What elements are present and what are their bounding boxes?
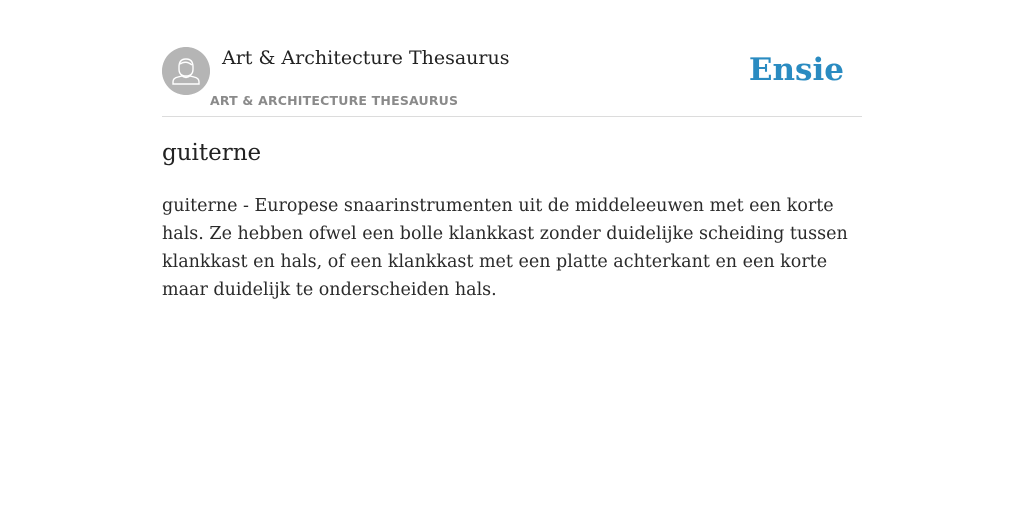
entry-header: [162, 46, 862, 117]
source-label[interactable]: ART & ARCHITECTURE THESAURUS: [210, 93, 459, 108]
entry-definition: guiterne - Europese snaarinstrumenten uit de middeleeuwen met een korte hals. Ze hebben ofwel een bolle klankkast zonder duidelijke scheiding tussen klankkast en hals, of een klankkast met een platte achterkant en een korte maar duidelijk te onderscheiden hals.: [162, 196, 848, 300]
user-avatar-icon[interactable]: [162, 47, 210, 95]
author-name[interactable]: Art & Architecture Thesaurus: [222, 47, 510, 69]
entry-title: guiterne: [162, 140, 262, 166]
ensie-logo[interactable]: Ensie: [748, 52, 844, 88]
